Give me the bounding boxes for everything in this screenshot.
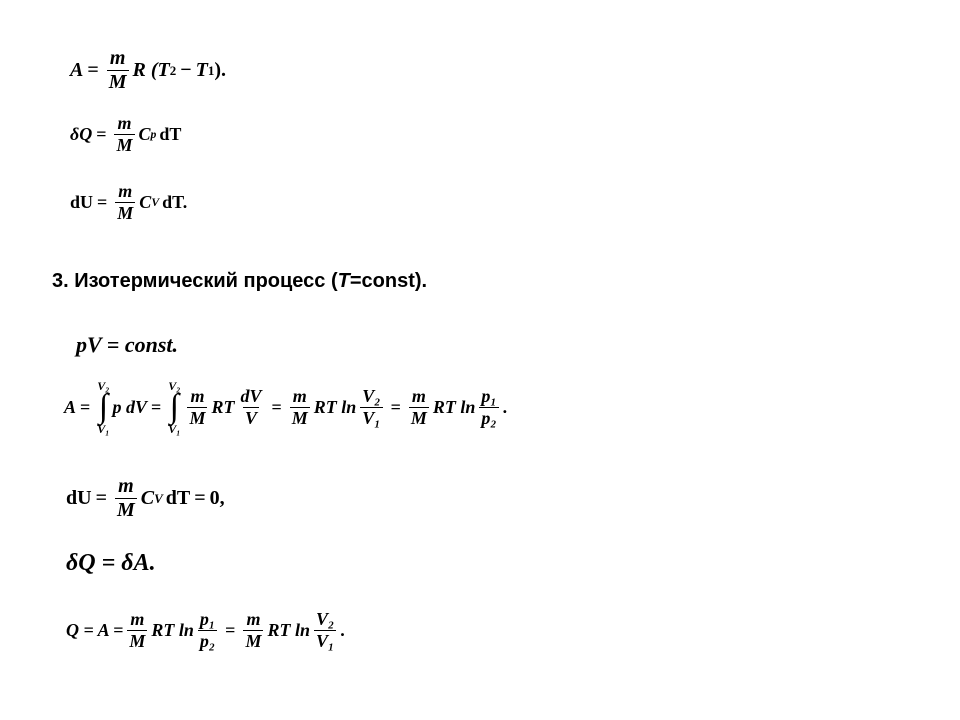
fraction: $\frac{\text{V₂}}{\text{V₁}}$ — [315, 609, 335, 651]
formula-heat-equals-work: δQ = δA. — [66, 550, 156, 576]
formula-heat-isobaric: δQ = $\frac{m}{M}$ C p dT — [70, 113, 182, 155]
fraction: $\frac{m}{M}$ — [116, 113, 133, 155]
formula-work-isobaric: A = $\frac{m}{M}$ R (T 2 − T 1 ). — [70, 47, 227, 93]
fraction: $\frac{m}{M}$ — [116, 475, 135, 521]
fraction: $\frac{\text{p₁}}{\text{p₂}}$ — [199, 609, 216, 651]
formula-heat-isothermal: Q = A = $\frac{m}{M}$ RT ln $\frac{\text{p₁}}{\text{p₂}}$ = $\frac{m}{M}$ RT ln $\frac{\text{V₂}}{\text{V₁}}$ . — [66, 609, 345, 651]
formula-energy-isobaric: dU = $\frac{m}{M}$ C V dT. — [70, 181, 188, 223]
fraction: $\frac{\text{p₁}}{\text{p₂}}$ — [481, 385, 497, 428]
formula-work-isothermal: A = V₂ ∫ V₁ p dV = V₂ ∫ V₁ $\frac{m}{M}$ RT $\frac{dV}{V}$ = $\frac{m}{M}$ RT ln $\frac{\text{V₂}}{\text{V₁}}$ = $\frac{m}{M}$ RT ln $\frac{\text{p₁}}{\text{p₂}}$ . — [64, 379, 508, 436]
fraction: $\frac{\text{V₂}}{\text{V₁}}$ — [362, 385, 381, 428]
fraction: $\frac{m}{M}$ — [189, 385, 206, 428]
fraction: $\frac{m}{M}$ — [108, 47, 127, 93]
fraction: $\frac{m}{M}$ — [129, 609, 146, 651]
fraction: $\frac{m}{M}$ — [291, 385, 308, 428]
integral-sign: V₂ ∫ V₁ — [97, 379, 110, 436]
fraction: $\frac{dV}{V}$ — [240, 385, 262, 428]
fraction: $\frac{m}{M}$ — [245, 609, 262, 651]
fraction: $\frac{m}{M}$ — [117, 181, 134, 223]
section-heading: 3. Изотермический процесс (T=const). — [52, 270, 428, 292]
formula-energy-isothermal: dU = $\frac{m}{M}$ C V dT = 0, — [66, 475, 225, 521]
fraction: $\frac{m}{M}$ — [410, 385, 427, 428]
formula-isotherm-law: pV = const. — [76, 332, 178, 357]
integral-sign: V₂ ∫ V₁ — [168, 379, 181, 436]
